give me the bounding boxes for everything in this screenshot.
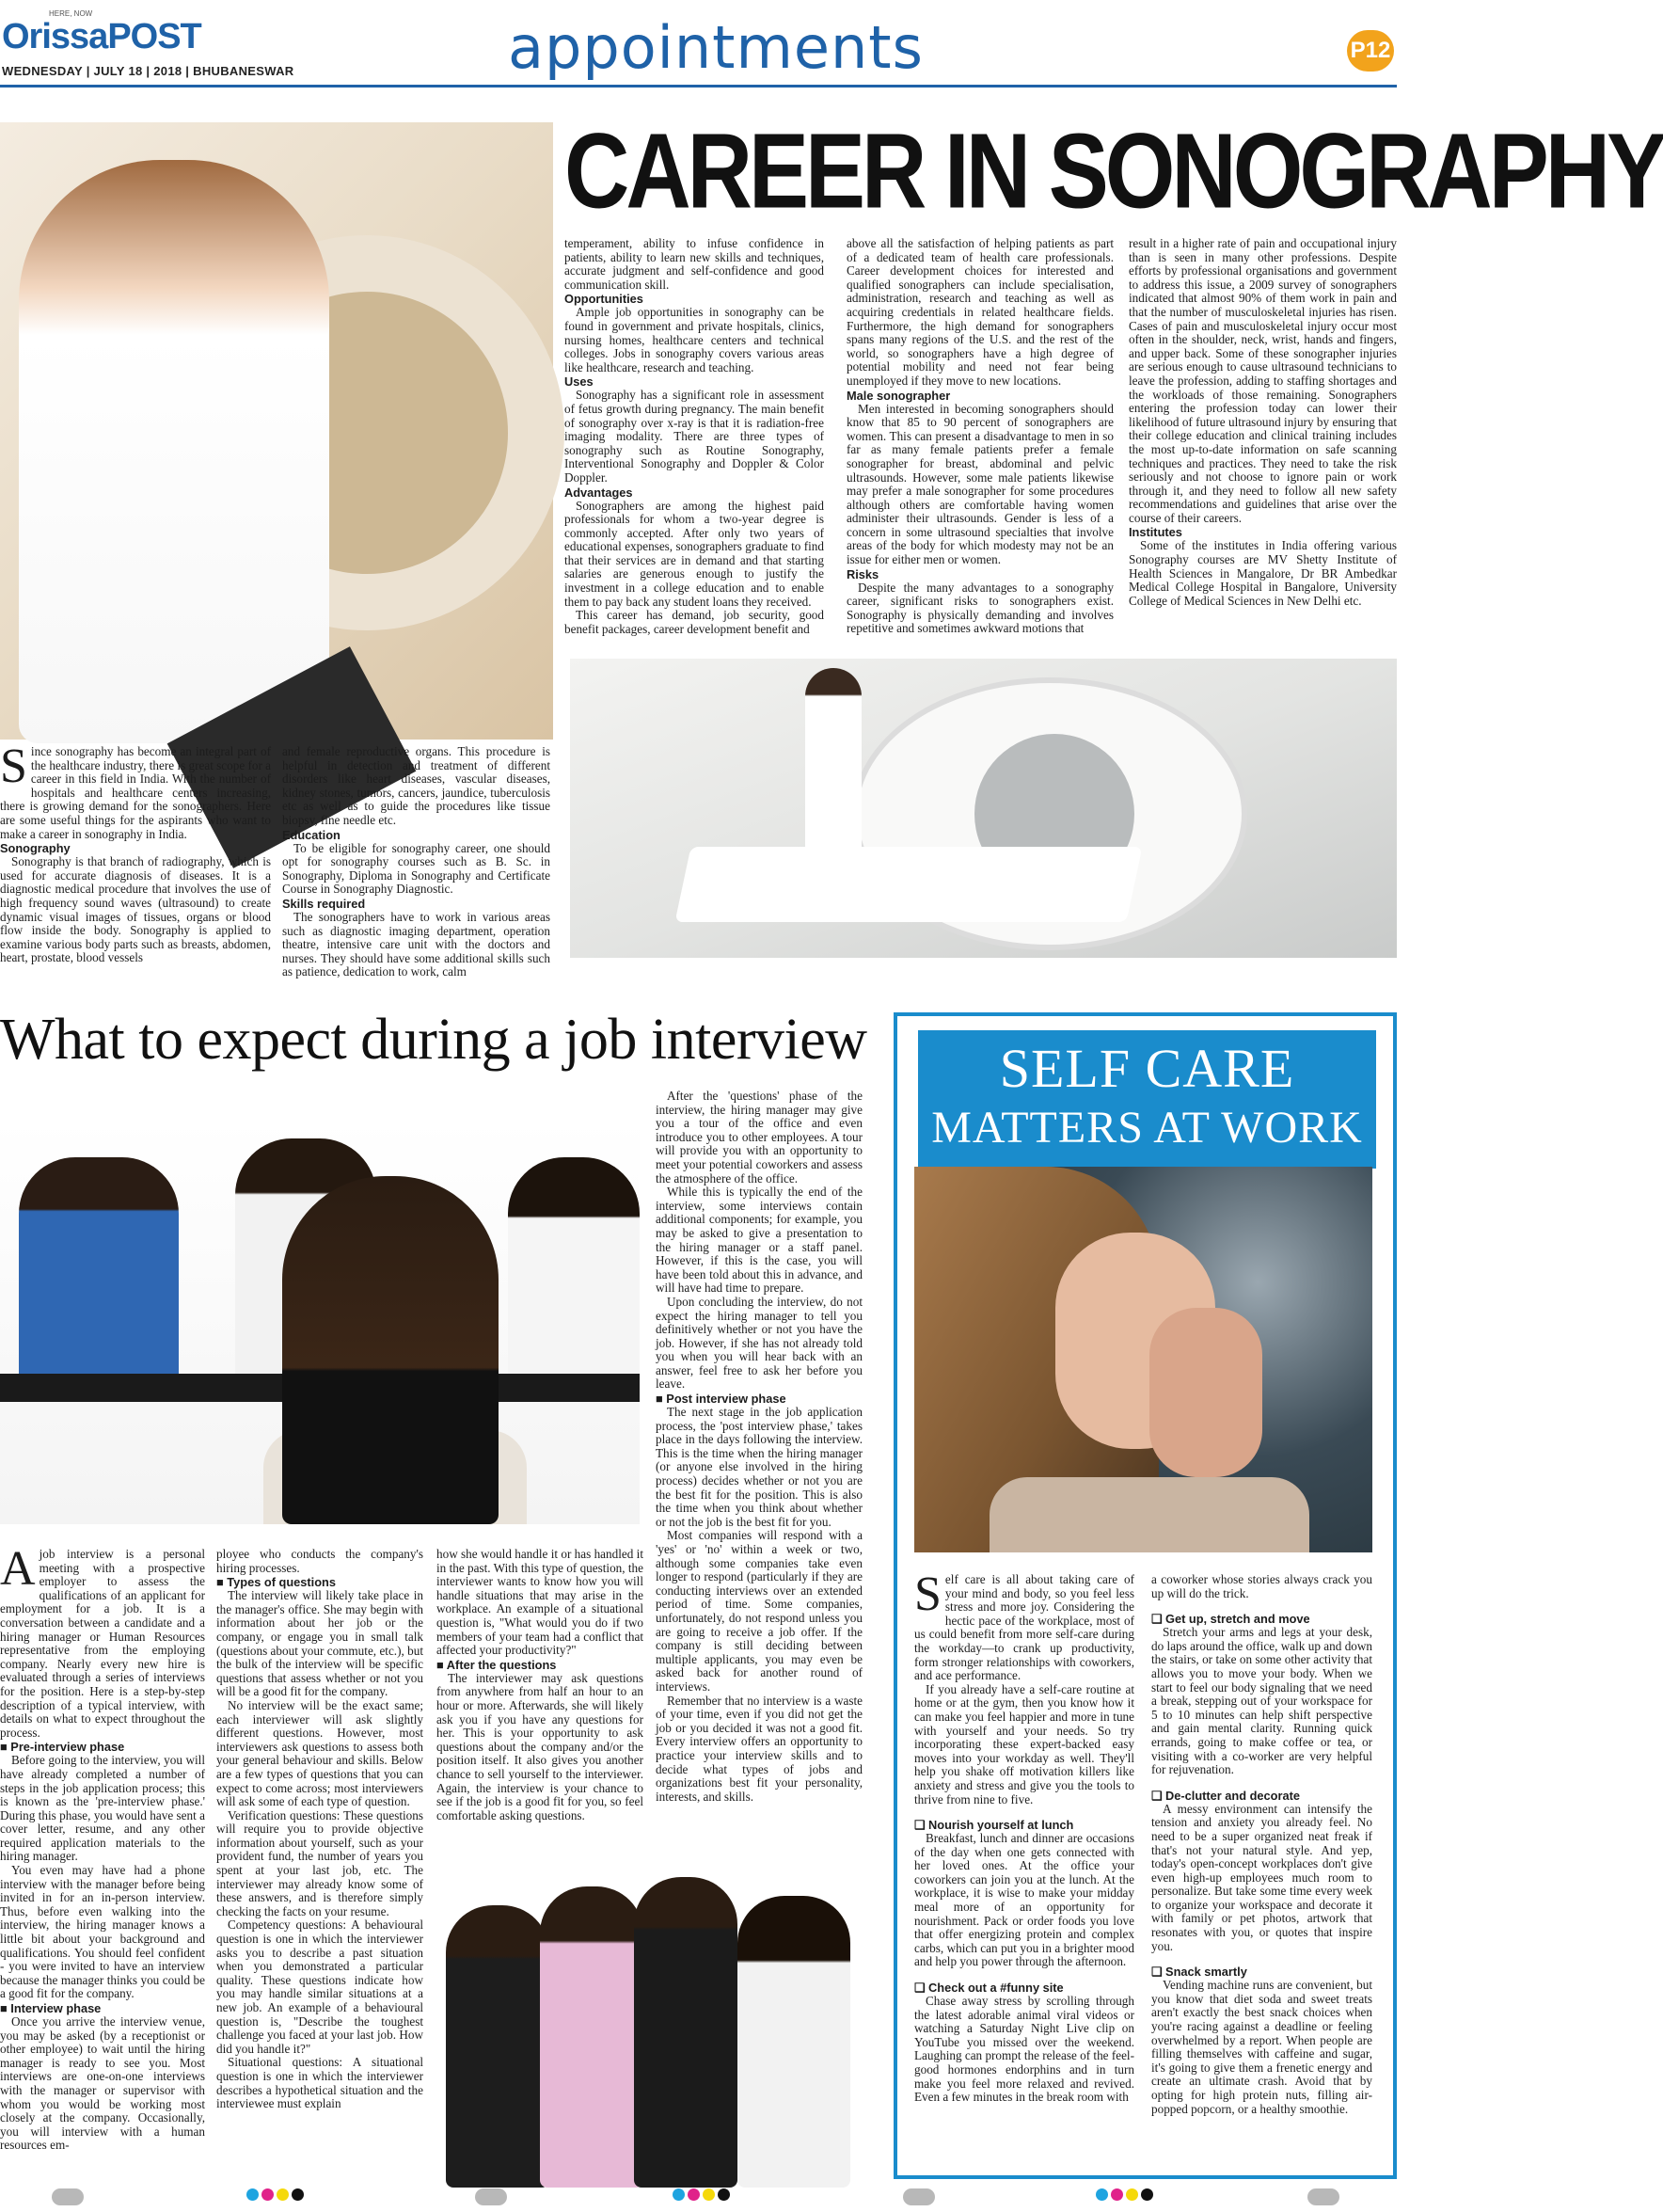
career-subhead-risks: Risks xyxy=(847,566,879,581)
career-subhead-institutes: Institutes xyxy=(1129,525,1182,540)
interview-paragraph: After the 'questions' phase of the interview, the hiring manager may give you a tour of the office and even introduce you to other employees. A tour will provide you with an opportunity to meet your potential coworkers and assess the atmosphere of the office. xyxy=(656,1089,863,1186)
career-paragraph: Men interested in becoming sonographers should know that 85 to 90 percent of sonographers are women. This can present a disadvantage to men in so far as many female patients prefer a female sonographer for breast, abdominal and pelvic ultrasounds. However, some male patients likewise may prefer a male sonographer for some procedures although others are comfortable having women administer their ultrasounds. Gender is less of a concern in some ultrasound specialties that involve areas of the body for which modesty may not be an issue for either men or women. xyxy=(847,401,1114,567)
career-paragraph: above all the satisfaction of helping patients as part of a dedicated team of health care professionals. Career development choices for interested and qualified sonographers can include specialisation, administration, research and teaching as well as acquiring credentials in related healthcare fields. Furthermore, the high demand for sonographers spans many regions of the U.S. and the rest of the world, so sonographers have a high degree of potential mobility and need not fear being unemployed if they move to new locations. xyxy=(847,236,1114,388)
interview-paragraph: Verification questions: These questions will require you to provide objective information about yourself, such as your provident fund, the number of years you spent at your last job, etc. The interviewer may already know some of these answers, and is therefore simply checking the facts on your resume. xyxy=(216,1807,423,1918)
career-paragraph: result in a higher rate of pain and occupational injury than is seen in many other professions. Despite efforts by professional organisations and government to address this issue, a 2009 survey of sonographers indicated that almost 90% of them work in pain and that the number of musculoskeletal injuries has risen. Cases of pain and musculoskeletal injury occur most often in the shoulder, neck, wrist, hands and fingers, and upper back. Some of these sonographer injuries are serious enough to cause ultrasound technicians to leave the profession, adding to staffing shortages and the workloads of those remaining. Sonographers entering the profession today can lower their likelihood of future ultrasound injury by ensuring that their college education and clinical training includes the most up-to-date information on safe scanning techniques and practices. They need to take the risk seriously and not choose to ignore pain or work through it, and they need to follow all new safety recommendations and guidelines that arise over the course of their careers. xyxy=(1129,236,1397,525)
interview-subhead-phase: ■ Interview phase xyxy=(0,2001,102,2015)
candidate-figure xyxy=(282,1176,499,1524)
scanner-bed-shape xyxy=(674,847,1142,922)
career-paragraph: Sonography is that branch of radiography, which is used for accurate diagnosis of diseases. It is a diagnostic medical procedure that involves the use of high frequency sound waves (ultrasound) to create dynamic visual images of tissues, organs or blood flow inside the body. Sonography is applied to examine various body parts such as breasts, abdomen, heart, prostate, blood vessels xyxy=(0,854,271,965)
doctor-photo xyxy=(0,122,553,740)
selfcare-photo xyxy=(914,1167,1372,1552)
selfcare-paragraph: A messy environment can intensify the tension and anxiety you already feel. No need to be a super organized neat freak if that's not your natural style. And yep, today's open-concept workplaces don't give even high-up employees much room to personalize. But take some time every week to organize your workspace and decorate it with family or pet photos, artwork that resonates with you, or quotes that inspire you. xyxy=(1151,1801,1372,1953)
selfcare-subhead-declutter: ❑ De-clutter and decorate xyxy=(1151,1788,1300,1803)
career-paragraph: Sonographers are among the highest paid professionals for whom a two-year degree is commonly accepted. After only two years of educational expenses, sonographers graduate to find that their services are in demand and that starting salaries are generous enough to justify the investment in a college education and to enable them to pay back any student loans they received. xyxy=(564,498,824,609)
interview-column-1 xyxy=(0,1542,205,2188)
career-paragraph: This career has demand, job security, good benefit packages, career development benefit and xyxy=(564,608,824,636)
page-number-badge: P12 xyxy=(1347,30,1394,72)
selfcare-headline-line-2: MATTERS AT WORK xyxy=(931,1103,1363,1153)
professionals-group-photo xyxy=(436,1868,850,2192)
technician-figure xyxy=(805,668,862,856)
selfcare-paragraph: Stretch your arms and legs at your desk, do laps around the office, walk up and down the stairs, or take on some other activity that allows you to move your body. When we start to feel our body signaling that we need a break, stepping out of your workspace for 5 to 10 minutes can help shift perspective and gain mental clarity. Running quick errands, going to make coffee or tea, or visiting with a co-worker are very helpful for rejuvenation. xyxy=(1151,1625,1372,1777)
dateline: WEDNESDAY | JULY 18 | 2018 | BHUBANESWAR xyxy=(2,64,294,78)
interview-paragraph: The interview will likely take place in the manager's office. She may begin with information about her job or the company, or engage you in small talk (questions about your commute, etc.), but the bulk of the interview will be specific questions that assess whether or not you will be a good fit for the company. xyxy=(216,1588,423,1699)
career-paragraph: Sonography has a significant role in assessment of fetus growth during pregnancy. The main benefit of sonography over x-ray is that it is radiation-free imaging modality. There are three types of sonography such as Routine Sonography, Interventional Sonography and Doppler & Color Doppler. xyxy=(564,388,824,485)
career-subhead-sonography: Sonography xyxy=(0,841,71,856)
career-paragraph: temperament, ability to infuse confidence in patients, ability to learn new skills and techniques, accurate judgment and self-confidence and good communication skill. xyxy=(564,236,824,292)
selfcare-paragraph: Breakfast, lunch and dinner are occasions of the day when one gets connected with her loved ones. At the office your coworkers can join you at the lunch. At the workplace, it is wise to make your midday meal more of an opportunity for nourishment. Pack or order foods you love that offer energizing protein and complex carbs, which can put you in a brighter mood and help you power through the afternoon. xyxy=(914,1831,1134,1969)
interview-paragraph: You even may have had a phone interview with the manager before being invited in for an in-person interview. Thus, before even walking into the interview, the hiring manager knows a little bit about your background and qualifications. You should feel confident - you were invited to have an interview because the manager thinks you could be a good fit for the company. xyxy=(0,1863,205,2001)
professional-figure xyxy=(540,1886,643,2188)
cmyk-color-dots xyxy=(1096,2188,1153,2205)
interview-paragraph: Most companies will respond with a 'yes' or 'no' within a week or two, although some companies take even longer to respond (particularly if they are conducting interviews over an extended period of time. Some companies, unfortunately, do not respond unless you are going to receive a job offer. If the company is still deciding between multiple applicants, you may even be asked back for another round of interviews. xyxy=(656,1528,863,1694)
interview-subhead-after: ■ After the questions xyxy=(436,1657,557,1672)
selfcare-subhead-funny: ❑ Check out a #funny site xyxy=(914,1981,1064,1996)
career-paragraph: Some of the institutes in India offering various Sonography courses are MV Shetty Institute of Health Sciences in Mangalore, Dr BR Ambedkar Medical College Hospital in Bangalore, University College of Medical Sciences in New Delhi etc. xyxy=(1129,538,1397,608)
career-headline: CAREER IN SONOGRAPHY xyxy=(564,112,1663,231)
interview-paragraph: ployee who conducts the company's hiring processes. xyxy=(216,1547,423,1575)
selfcare-headline xyxy=(918,1030,1376,1169)
selfcare-subhead-nourish: ❑ Nourish yourself at lunch xyxy=(914,1818,1074,1833)
interview-paragraph: Once you arrive the interview venue, you may be asked (by a receptionist or other employee) to wait until the hiring manager is ready to see you. Most interviews are one-on-one interviews with the manager or supervisor with whom you would be working most closely at the company. Occasionally, you will interview with a human resources em- xyxy=(0,2014,205,2153)
selfcare-paragraph: Chase away stress by scrolling through the latest adorable animal viral videos or watching a Saturday Night Live clip on YouTube you missed over the weekend. Laughing can prompt the release of the feel-good hormones endorphins and in turn make you feel more relaxed and revived. Even a few minutes in the break room with xyxy=(914,1994,1134,2105)
career-paragraph: Ample job opportunities in sonography can be found in government and private hospitals, clinics, nursing homes, healthcare centers and technical colleges. Jobs in sonography covers various areas like healthcare, research and teaching. xyxy=(564,305,824,374)
selfcare-paragraph: a coworker whose stories always crack you up will do the trick. xyxy=(1151,1572,1372,1600)
interview-paragraph: The interviewer may ask questions from anywhere from half an hour to an hour or more. Afterwards, she will likely ask you if you have any questions for her. This is your opportunity to ask questions about the company and/or the position itself. It also gives you another chance to sell yourself to the interviewer. Again, the interview is your chance to see if the job is a good fit for you, so feel comfortable asking questions. xyxy=(436,1670,643,1822)
interview-column-3 xyxy=(436,1548,643,1858)
section-title: appointments xyxy=(508,13,924,82)
career-subhead-education: Education xyxy=(282,827,341,842)
logo-word-post: POST xyxy=(107,17,201,56)
interview-subhead-types: ■ Types of questions xyxy=(216,1575,336,1590)
career-subhead-male-sonographer: Male sonographer xyxy=(847,388,951,403)
career-column-3 xyxy=(564,237,824,651)
interview-paragraph: While this is typically the end of the interview, some interviews contain additional components; for example, you may be asked to give a presentation to the hiring manager or a staff panel. However, if this is the case, you will have been told about this in advance, and will have had time to prepare. xyxy=(656,1185,863,1296)
registration-mark xyxy=(1307,2188,1339,2205)
professional-figure xyxy=(737,1896,850,2188)
career-paragraph: and female reproductive organs. This procedure is helpful in detection and treatment of different disorders like heart diseases, vascular diseases, kidney stones, tumors, cancers, jaundice, tuberculosis etc as well as to guide the procedures like tissue biopsy, fine needle etc. xyxy=(282,744,550,827)
career-subhead-uses: Uses xyxy=(564,374,594,390)
interview-column-2 xyxy=(216,1548,423,2188)
career-paragraph: To be eligible for sonography career, one should opt for sonography courses such as B. Sc. in Sonography, Diploma in Sonography and Certificate Course in Sonography Diagnostic. xyxy=(282,840,550,897)
interview-intro: job interview is a personal meeting with a prospective employer to assess the qualifications of an applicant for employment for a job. It is a conversation between a candidate and a hiring manager or Human Resources representative from the employing company. Nearly every new hire is evaluated through a series of interviews for the position. Here is a step-by-step description of a typical interview, with details on what to expect throughout the process. xyxy=(0,1547,205,1740)
interview-paragraph: Situational questions: A situational question is one in which the interviewer describes a hypothetical situation and the interviewee must explain xyxy=(216,2055,423,2111)
interview-subhead-pre: ■ Pre-interview phase xyxy=(0,1740,125,1755)
career-column-4 xyxy=(847,237,1114,651)
registration-mark xyxy=(52,2188,84,2205)
interviewer-figure xyxy=(508,1157,640,1383)
career-paragraph: The sonographers have to work in various areas such as diagnostic imaging department, operation theatre, intensive care unit with the doctors and nurses. They should have some additional skills such as patience, dedication to work, calm xyxy=(282,909,550,979)
clasped-hands-shape xyxy=(1149,1308,1262,1477)
selfcare-subhead-snack: ❑ Snack smartly xyxy=(1151,1965,1247,1980)
career-paragraph: Despite the many advantages to a sonography career, significant risks to sonographers exist. Sonography is physically demanding and involves repetitive and sometimes awkward motions that xyxy=(847,580,1114,636)
selfcare-paragraph: If you already have a self-care routine at home or at the gym, then you know how it can make you feel happier and more in tune with yourself and your needs. So try incorporating these expert-backed easy moves into your workday as well. They'll help you shake off motivation killers like anxiety and stress and give you the tools to thrive from nine to five. xyxy=(914,1681,1134,1806)
interview-paragraph: Before going to the interview, you will have already completed a number of steps in the job application process; this is known as the 'pre-interview phase.' During this phase, you would have sent a cover letter, resume, and any other required application materials to the hiring manager. xyxy=(0,1753,205,1864)
interview-photo xyxy=(0,1120,640,1524)
selfcare-subhead-stretch: ❑ Get up, stretch and move xyxy=(1151,1612,1310,1627)
career-subhead-skills: Skills required xyxy=(282,896,366,911)
registration-mark xyxy=(475,2188,507,2205)
interview-paragraph: The next stage in the job application process, the 'post interview phase,' takes place in the days following the interview. This is the time when the hiring manager (or anyone else involved in the hiring process) decides whether or not you are the best fit for the position. This is also the time when you think about whether or not the job is the best fit for you. xyxy=(656,1405,863,1529)
career-column-2 xyxy=(282,745,550,1007)
professional-figure xyxy=(446,1905,549,2188)
logo-tagline: HERE, NOW xyxy=(49,9,93,18)
selfcare-intro: elf care is all about taking care of your mind and body, so you feel less stress and more joy. Considering the hectic pace of the workplace, most of us could benefit from more self-care during the workday—to crank up productivity, form stronger relationships with coworkers, and ace performance. xyxy=(914,1572,1134,1683)
interviewer-figure xyxy=(19,1157,179,1392)
ct-scanner-photo xyxy=(570,659,1397,958)
interview-subhead-post: ■ Post interview phase xyxy=(656,1392,786,1407)
career-column-1 xyxy=(0,740,272,1007)
interview-paragraph: No interview will be the exact same; each interviewer will ask slightly different questions. However, most interviewers ask questions to assess both your general behaviour and skills. Below are a few types of questions that you can expect to come across; most interviewers will ask some of each type of question. xyxy=(216,1697,423,1809)
career-subhead-advantages: Advantages xyxy=(564,485,633,500)
selfcare-headline-line-1: SELF CARE xyxy=(999,1038,1295,1099)
selfcare-column-2 xyxy=(1151,1573,1372,2175)
career-column-5 xyxy=(1129,237,1397,651)
professional-figure xyxy=(634,1877,737,2188)
shirt-shape xyxy=(990,1477,1309,1552)
career-subhead-opportunities: Opportunities xyxy=(564,292,643,307)
cmyk-color-dots xyxy=(246,2188,304,2205)
interview-paragraph: Competency questions: A behavioural question is one in which the interviewer asks you to describe a past situation when you demonstrated a particular quality. These questions indicate how you may handle similar situations at a new job. An example of a behavioural question is, "Describe the toughest challenge you faced at your last job. How did you handle it?" xyxy=(216,1918,423,2056)
interview-paragraph: Upon concluding the interview, do not expect the hiring manager to tell you definitively whether or not you have the job. However, if she has not already told you when you will hear back with an answer, feel free to ask her before you leave. xyxy=(656,1294,863,1392)
cmyk-color-dots xyxy=(673,2188,730,2205)
selfcare-dropcap: S xyxy=(914,1567,942,1621)
selfcare-paragraph: Vending machine runs are convenient, but you know that diet soda and sweet treats aren't exactly the best snack choices when you're racing against a deadline or feeling overwhelmed by a report. When people are filling themselves with caffeine and sugar, it's going to give them a frenetic energy and create an ultimate crash. Avoid that by opting for high protein nuts, filling air-popped popcorn, or a healthy smoothie. xyxy=(1151,1978,1372,2116)
interview-paragraph: Remember that no interview is a waste of your time, even if you did not get the job or you decided it was not a good fit. Every interview offers an opportunity to practice your interview skills and to decide what types of jobs and organizations best fit your personality, interests, and skills. xyxy=(656,1693,863,1804)
interview-headline: What to expect during a job interview xyxy=(0,1008,867,1072)
selfcare-column-1 xyxy=(914,1567,1134,2175)
career-dropcap: S xyxy=(0,740,27,793)
interview-column-4 xyxy=(656,1090,863,1861)
doctor-figure xyxy=(19,160,329,743)
registration-mark xyxy=(903,2188,935,2205)
logo-word-orissa: Orissa xyxy=(2,17,108,56)
newspaper-logo[interactable] xyxy=(2,17,201,57)
interview-dropcap: A xyxy=(0,1542,36,1596)
masthead-rule xyxy=(0,85,1397,88)
career-intro: ince sonography has become an integral part of the healthcare industry, there is great scope for a career in this field in India. With the number of hospitals and healthcare centers increasing, there is growing demand for the sonographers. Here are some useful things for the aspirants who want to make a career in sonography in India. xyxy=(0,744,272,841)
interview-paragraph: how she would handle it or has handled it in the past. With this type of question, the interviewer wants to know how you will handle situations that may arise in the workplace. An example of a situational question is, "What would you do if two members of your team had a conflict that affected your productivity?" xyxy=(436,1547,643,1658)
masthead xyxy=(0,0,1397,85)
